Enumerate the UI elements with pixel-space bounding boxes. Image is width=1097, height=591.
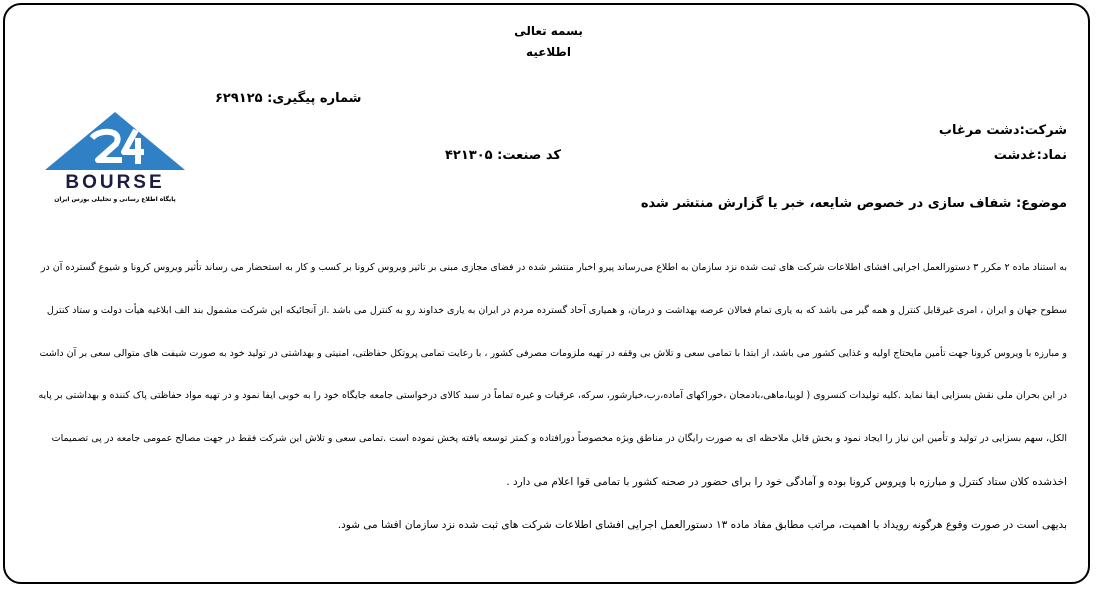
- body-line-7: بدیهی است در صورت وقوع هرگونه رویداد با اهمیت، مراتب مطابق مفاد ماده ۱۳ دستورالعمل اجرایی افشای اطلاعات شرکت های ثبت شده نزد سازمان افشا می شود.: [337, 519, 1067, 531]
- company-label: شرکت:: [1019, 123, 1067, 138]
- symbol: [994, 148, 1067, 163]
- document-frame: [3, 3, 1090, 584]
- company-name: [939, 123, 1067, 138]
- tracking-value: ۶۲۹۱۲۵: [215, 91, 263, 106]
- company-value: دشت مرغاب: [938, 123, 1020, 138]
- basmala-heading: بسمه تعالی: [514, 24, 583, 38]
- industry-code: [445, 148, 561, 163]
- logo-wordmark: BOURSE: [65, 172, 165, 193]
- body-line-4: در این بحران ملی نقش بسزایی ایفا نماید .کلیه تولیدات کنسروی ( لوبیا،ماهی،بادمجان ،خوراکهای آماده،رب،خیارشور، سرکه، عرقیات و غیره تماماً در سبد کالای درخواستی جامعه جایگاه خود را به خوبی ایفا نمود و در تهیه مواد حفاظتی پاک کننده و بهداشتی بر پایه: [38, 390, 1067, 401]
- symbol-value: غدشت: [993, 148, 1037, 163]
- body-line-1: به استناد ماده ۲ مکرر ۳ دستورالعمل اجرایی افشای اطلاعات شرکت های ثبت شده نزد سازمان به اطلاع می‌رساند پیرو اخبار منتشر شده در فضای مجازی مبنی بر تاثیر ویروس کرونا بر کسب و کار به استحضار می رساند تأثیر ویروس کرونا و شیوع گسترده آن در: [40, 262, 1067, 273]
- tracking-label: شماره پیگیری:: [267, 91, 362, 106]
- tracking-number: [215, 91, 361, 106]
- industry-code-label: کد صنعت:: [497, 148, 561, 163]
- logo-caption: پایگاه اطلاع رسانی و تحلیلی بورس ایران: [54, 196, 176, 203]
- bourse-logo-icon: [40, 108, 190, 208]
- body-line-6: اخذشده کلان ستاد کنترل و مبارزه با ویروس کرونا بوده و آمادگی خود را برای حضور در صحنه کشور با تمامی قوا اعلام می دارد .: [506, 476, 1067, 488]
- industry-code-value: ۴۲۱۳۰۵: [445, 148, 493, 163]
- body-line-5: الکل، سهم بسزایی در تولید و تأمین این نیاز را ایجاد نمود و بخش قابل ملاحظه ای به صورت رایگان در مناطق ویژه مخصوصاً دورافتاده و کمتر توسعه یافته پخش نموده است .تمامی سعی و تلاش این شرکت فقط در جهت مصالح عمومی جامعه در پی تصمیمات: [51, 433, 1067, 444]
- symbol-label: نماد:: [1036, 148, 1067, 163]
- bourse-logo: [40, 108, 190, 208]
- body-line-2: سطوح جهان و ایران ، امری غیرقابل کنترل و همه گیر می باشد که به یاری تمام فعالان عرصه بهداشت و درمان، و همیاری آحاد گسترده مردم در ایران به یاری خداوند رو به کنترل می باشد .از آنجائیکه این شرکت مشمول بند الف ابلاغیه هیأت دولت و ستاد کنترل: [46, 305, 1067, 316]
- page-title: اطلاعیه: [526, 45, 571, 59]
- body-line-3: و مبارزه با ویروس کرونا جهت تأمین مایحتاج اولیه و غذایی کشور می باشد، از ابتدا با تمامی سعی و تلاش بی وقفه در تهیه ملزومات مصرفی کشور ، با رعایت تمامی پروتکل حفاظتی، امنیتی و بهداشتی در تولید خود به صورت شیفت های متوالی سعی بر آن داشت: [39, 348, 1067, 359]
- subject-line: موضوع: شفاف سازی در خصوص شایعه، خبر یا گزارش منتشر شده: [640, 196, 1067, 211]
